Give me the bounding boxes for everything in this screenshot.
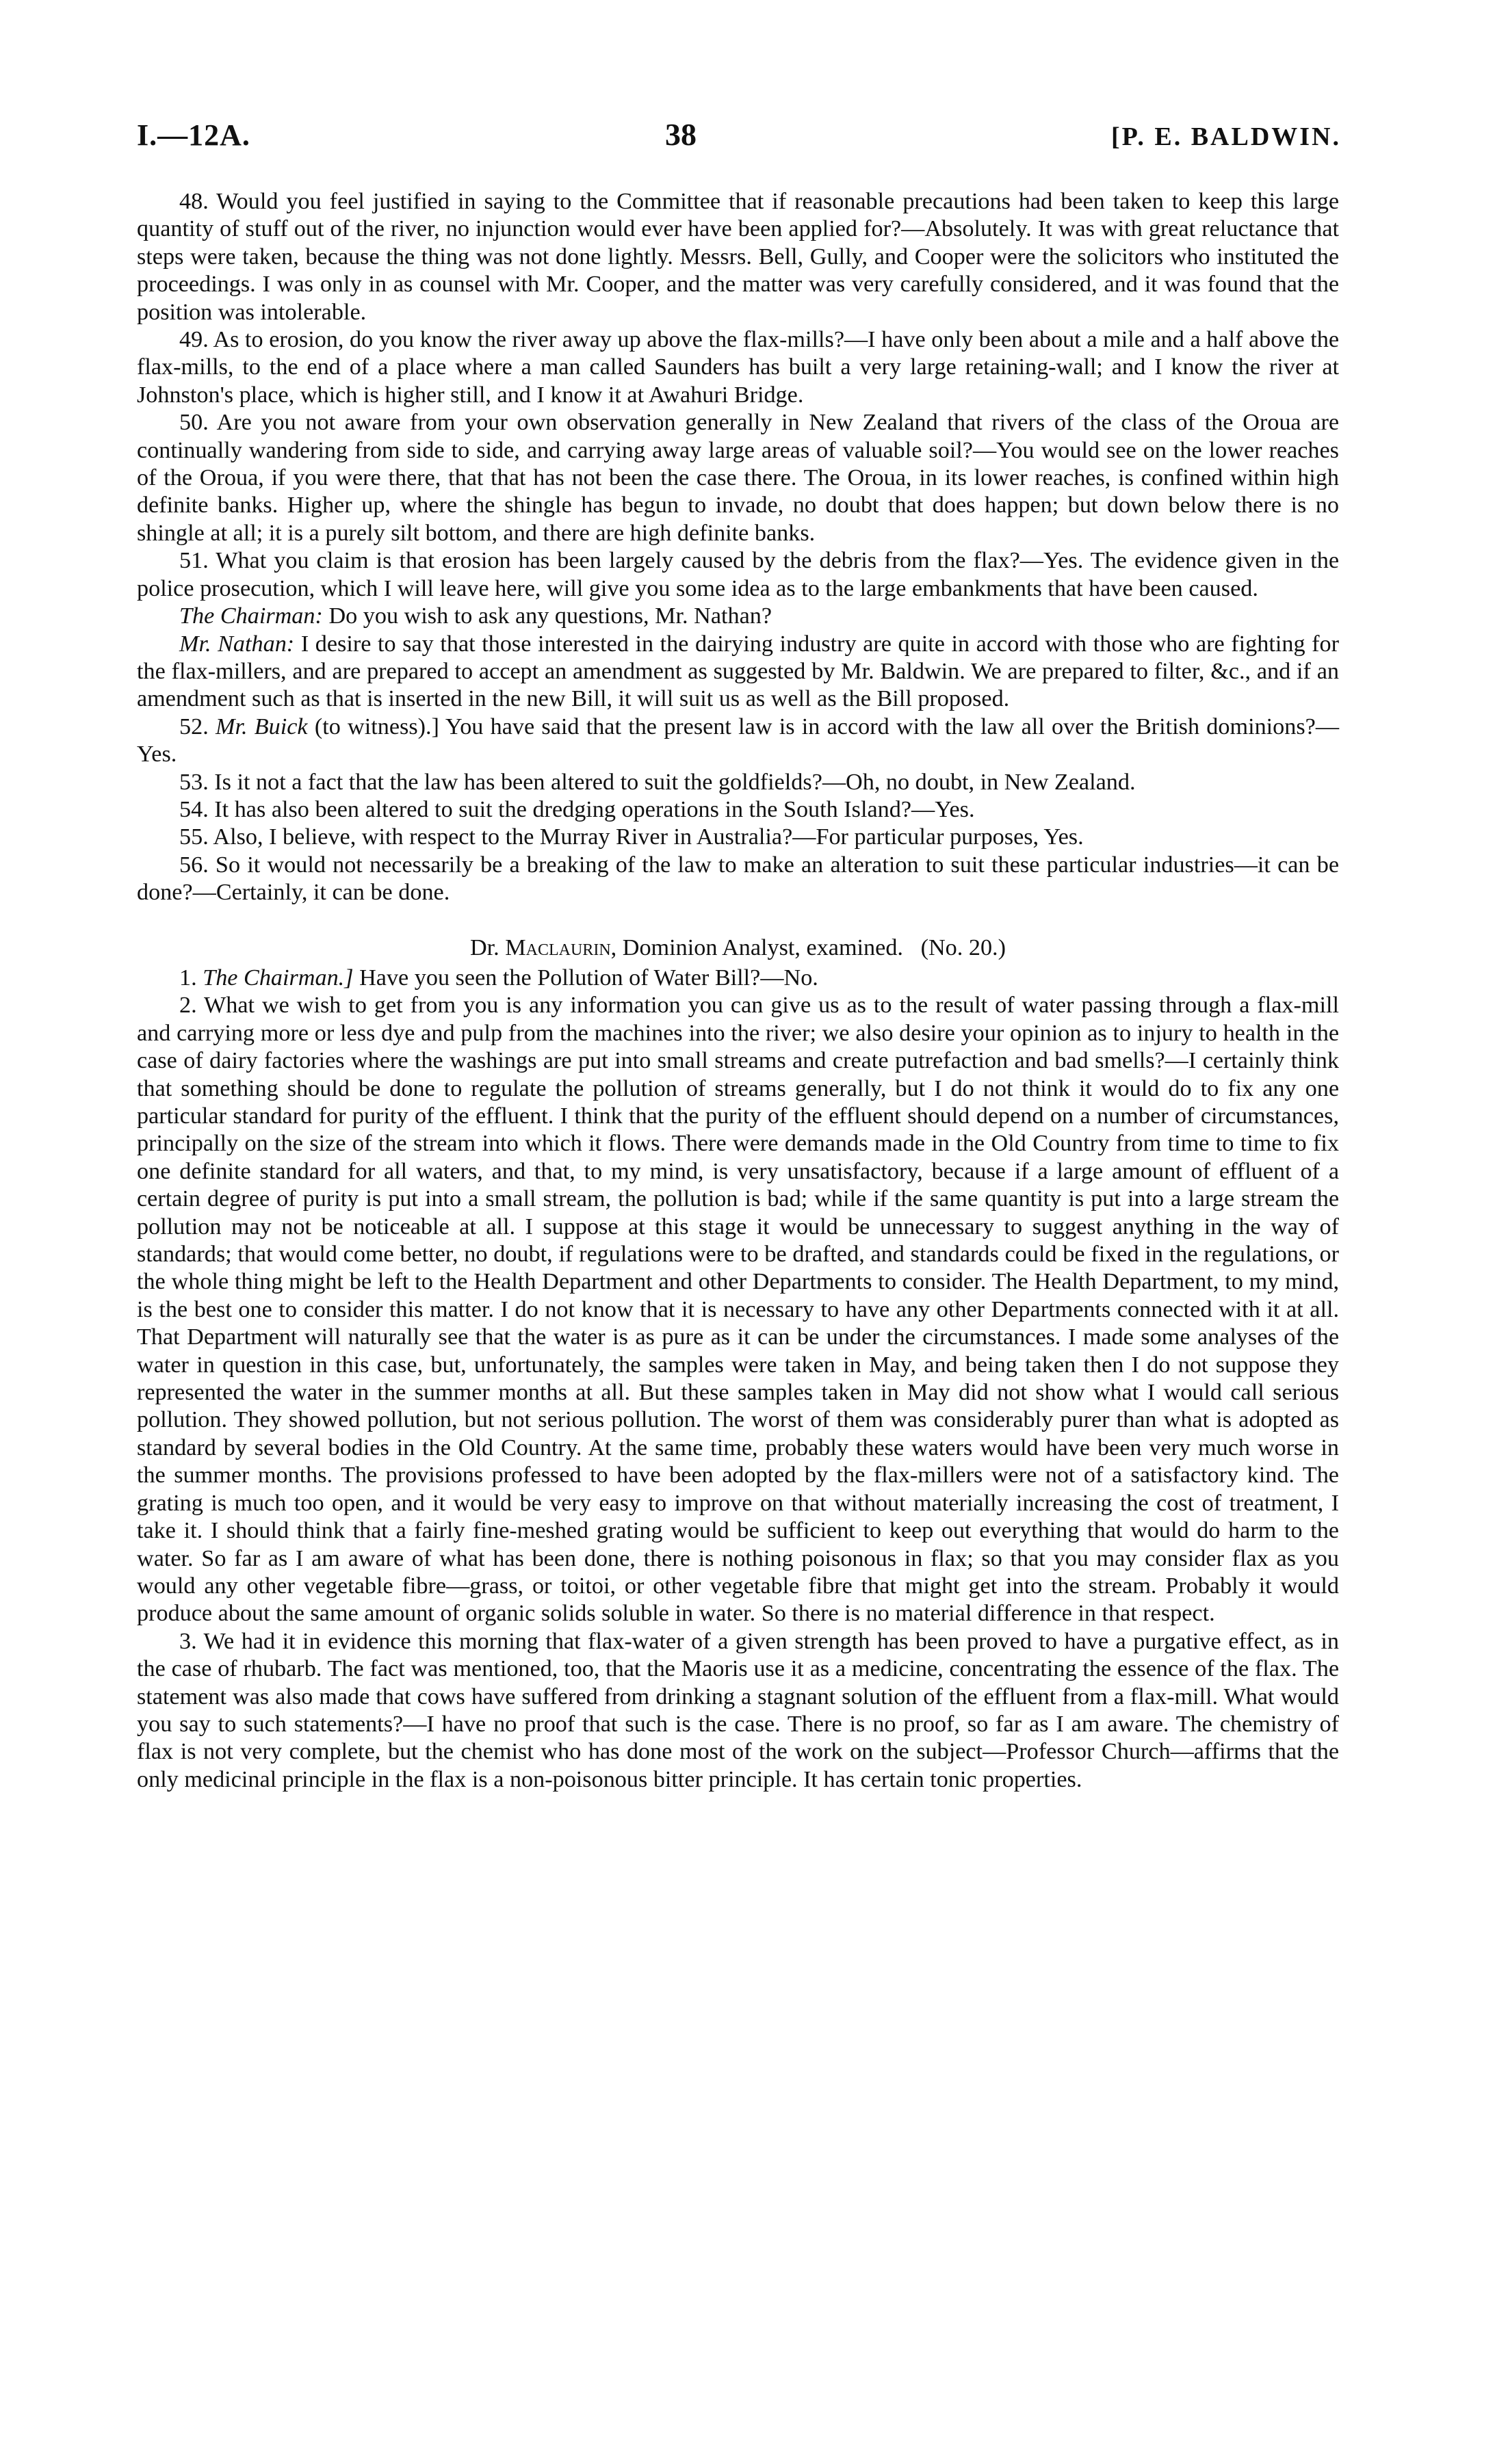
paragraph-chairman-remark <box>137 603 1339 630</box>
section-heading <box>137 934 1339 962</box>
paragraph-q53: 53. Is it not a fact that the law has been altered to suit the goldfields?—Oh, no doubt, in New Zealand. <box>179 769 1136 795</box>
speaker-label: Mr. Buick <box>215 713 308 739</box>
header-witness-name: [P. E. BALDWIN. <box>1110 122 1341 151</box>
paragraph-q55: 55. Also, I believe, with respect to the Murray River in Australia?—For particular purposes, Yes. <box>179 824 1084 850</box>
speaker-label: The Chairman: <box>179 603 323 629</box>
witness-title: Dr. <box>469 934 499 960</box>
paragraph-q50: 50. Are you not aware from your own observation generally in New Zealand that rivers of the class of the Oroua are continually wandering from side to side, and carrying away large areas of valuable soil?—You would see on the lower reaches of the Oroua, if you were there, that that has not been the case there. The Oroua, in its lower reaches, is confined within high definite banks. Higher up, where the shingle has begun to invade, no doubt that does happen; but down below there is no shingle at all; it is a purely silt bottom, and there are high definite banks. <box>137 410 1339 546</box>
paragraph-q54: 54. It has also been altered to suit the dredging operations in the South Island?—Yes. <box>179 796 975 822</box>
witness-role: , Dominion Analyst, examined. <box>610 934 903 960</box>
witness-name: Maclaurin <box>505 934 611 960</box>
speaker-label: The Chairman.] <box>203 965 354 991</box>
question-number: 52. <box>179 713 209 739</box>
page-body <box>137 188 1339 1794</box>
paragraph-text: Do you wish to ask any questions, Mr. Nathan? <box>328 603 772 629</box>
section-number: (No. 20.) <box>920 934 1006 960</box>
paragraph-q52 <box>137 713 1339 769</box>
paragraph-q2: 2. What we wish to get from you is any information you can give us as to the result of water passing through a flax-mill and carrying more or less dye and pulp from the machines into the river; we also desire your opinion as to injury to health in the case of dairy factories where the washings are put into small streams and create putrefaction and bad smells?—I certainly think that something should be done to regulate the pollution of streams generally, but I do not think it would do to fix any one particular standard for purity of the effluent. I think that the purity of the effluent should depend on a number of circumstances, principally on the size of the stream into which it flows. There were demands made in the Old Country from time to time to fix one definite standard for all waters, and that, to my mind, is very unsatisfactory, because if a large amount of effluent of a certain degree of purity is put into a small stream, the pollution is bad; while if the same quantity is put into a large stream the pollution may not be noticeable at all. I suppose at this stage it would be unnecessary to suggest anything in the way of standards; that would come better, no doubt, if regulations were to be drafted, and standards could be fixed in the regulations, or the whole thing might be left to the Health Department and other Departments to consider. The Health Department, to my mind, is the best one to consider this matter. I do not know that it is necessary to have any other Departments connected with it at all. That Department will naturally see that the water is as pure as it can be under the circumstances. I made some analyses of the water in question in this case, but, unfortunately, the samples were taken in May, and being taken then I do not suppose they represented the water in the summer months at all. But these samples taken in May did not show what I would call serious pollution. They showed pollution, but not serious pollution. The worst of them was considerably purer than what is adopted as standard by several bodies in the Old Country. At the same time, probably these waters would have been very much worse in the summer months. The provisions professed to have been adopted by the flax-millers were not of a satisfactory kind. The grating is much too open, and it would be very easy to improve on that without materially increasing the cost of treatment, I take it. I should think that a fairly fine-meshed grating would be sufficient to keep out everything that would do harm to the water. So far as I am aware of what has been done, there is nothing poisonous in flax; so that you may consider flax as you would any other vegetable fibre—grass, or toitoi, or other vegetable fibre that might get into the stream. Probably it would produce about the same amount of organic solids soluble in water. So there is no material difference in that respect. <box>137 993 1339 1627</box>
paragraph-nathan-remark <box>137 631 1339 713</box>
paragraph-q1 <box>137 965 1339 992</box>
question-number: 1. <box>179 965 197 991</box>
paragraph-q3: 3. We had it in evidence this morning that flax-water of a given strength has been proved to have a purgative effect, as in the case of rhubarb. The fact was mentioned, too, that the Maoris use it as a medicine, concentrating the essence of the flax. The statement was also made that cows have suffered from drinking a stagnant solution of the effluent from a flax-mill. What would you say to such statements?—I have no proof that such is the case. There is no proof, so far as I am aware. The chemistry of flax is not very complete, but the chemist who has done most of the work on the subject—Professor Church—affirms that the only medicinal principle in the flax is a non-poisonous bitter principle. It has certain tonic properties. <box>137 1628 1339 1792</box>
page-number: 38 <box>664 117 697 152</box>
paragraph-q51: 51. What you claim is that erosion has been largely caused by the debris from the flax?—Yes. The evidence given in the police prosecution, which I will leave here, will give you some idea as to the large embankments that have been caused. <box>137 548 1339 601</box>
paragraph-text: You have said that the present law is in accord with the law all over the British dominions?—Yes. <box>137 713 1340 768</box>
paragraph-text: I desire to say that those interested in the dairying industry are quite in accord with those who are fighting for the flax-millers, and are prepared to accept an amendment as suggested by Mr. Baldwin. We are prepared to filter, &c., and if an amendment such as that is inserted in the new Bill, it will suit us as well as the Bill proposed. <box>137 631 1340 712</box>
header-document-ref: I.—12A. <box>137 118 250 152</box>
page-header <box>137 116 1341 153</box>
speaker-label: Mr. Nathan: <box>179 631 295 657</box>
paragraph-q48: 48. Would you feel justified in saying to the Committee that if reasonable precautions had been taken to keep this large quantity of stuff out of the river, no injunction would ever have been applied for?—Absolutely. It was with great reluctance that steps were taken, because the thing was not done lightly. Messrs. Bell, Gully, and Cooper were the solicitors who instituted the proceedings. I was only in as counsel with Mr. Cooper, and the matter was very carefully considered, and it was found that the position was intolerable. <box>137 189 1339 325</box>
speaker-note: (to witness).] <box>314 713 439 739</box>
paragraph-text: Have you seen the Pollution of Water Bill?—No. <box>359 965 818 991</box>
paragraph-q56: 56. So it would not necessarily be a breaking of the law to make an alteration to suit these particular industries—it can be done?—Certainly, it can be done. <box>137 852 1339 906</box>
paragraph-q49: 49. As to erosion, do you know the river away up above the flax-mills?—I have only been about a mile and a half above the flax-mills, to the end of a place where a man called Saunders has built a very large retaining-wall; and I know the river at Johnston's place, which is higher still, and I know it at Awahuri Bridge. <box>137 327 1339 408</box>
